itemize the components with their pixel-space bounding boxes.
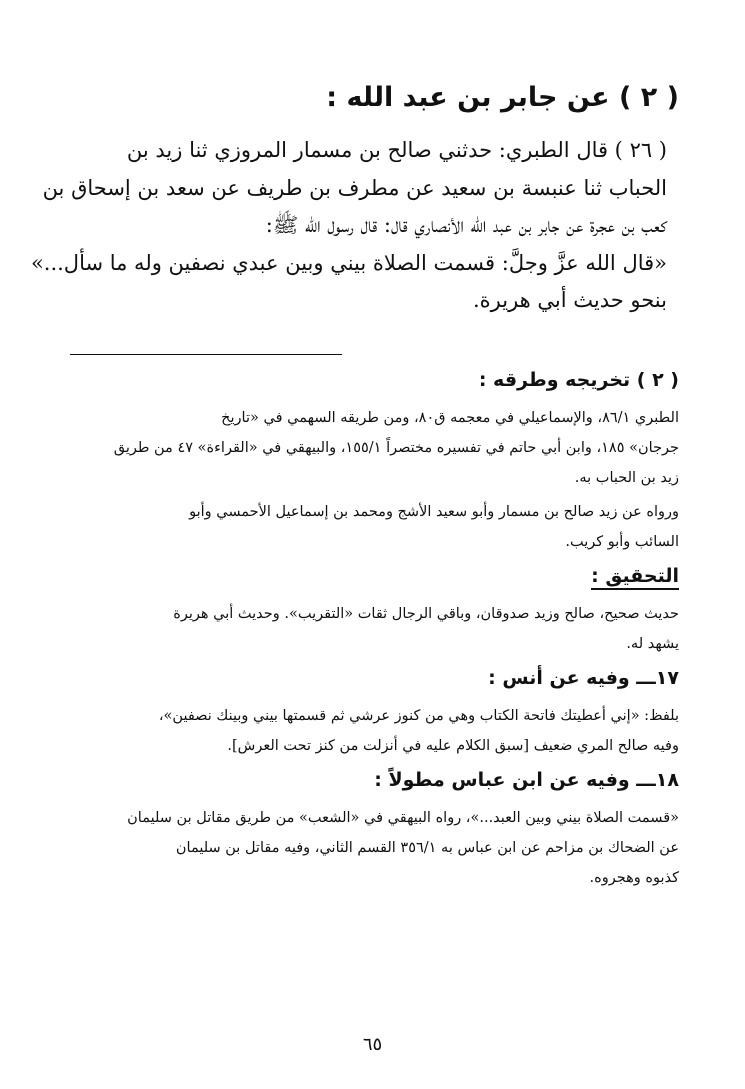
hadith-line-2: الحباب ثنا عنبسة بن سعيد عن مطرف بن طريف عن سعد بن إسحاق بن <box>42 175 667 200</box>
takhrij-line-3: زيد بن الحباب به. <box>574 469 679 486</box>
item-18-line-1: «قسمت الصلاة بيني وبين العبد...»، رواه البيهقي في «الشعب» من طريق مقاتل بن سليمان <box>127 809 679 826</box>
section-heading-jabir: ( ٢ ) عن جابر بن عبد الله : <box>326 82 679 113</box>
takhrij-heading: ( ٢ ) تخريجه وطرقه : <box>478 368 679 391</box>
item-18-paragraph <box>70 803 679 893</box>
item-17-paragraph <box>70 701 679 761</box>
takhrij-paragraph-1 <box>70 403 679 493</box>
page-content <box>30 70 679 1049</box>
item-17-heading: ١٧ـــ وفيه عن أنس : <box>488 666 679 689</box>
item-17-line-2: وفيه صالح المري ضعيف [سبق الكلام عليه في أنزلت من كنز تحت العرش]. <box>227 737 679 754</box>
tahqiq-heading <box>70 561 679 591</box>
tahqiq-heading-text: التحقيق : <box>591 565 679 590</box>
takhrij-line-2: جرجان» ١٨٥، وابن أبي حاتم في تفسيره مختصراً ١٥٥/١، والبيهقي في «القراءة» ٤٧ من طريق <box>113 439 679 456</box>
hadith-line-3: كعب بن عجرة عن جابر بن عبد الله الأنصاري قال: قال رسول الله ﷺ: <box>265 213 667 237</box>
item-18-line-3: كذبوه وهجروه. <box>589 869 679 886</box>
item-18-line-2: عن الضحاك بن مزاحم عن ابن عباس به ٣٥٦/١ القسم الثاني، وفيه مقاتل بن سليمان <box>175 839 679 856</box>
takhrij-line-4: ورواه عن زيد صالح بن مسمار وأبو سعيد الأشج ومحمد بن إسماعيل الأحمسي وأبو <box>189 503 679 520</box>
tahqiq-line-1: حديث صحيح، صالح وزيد صدوقان، وباقي الرجال ثقات «التقريب». وحديث أبي هريرة <box>173 605 679 622</box>
takhrij-paragraph-2 <box>70 497 679 557</box>
takhrij-line-5: السائب وأبو كريب. <box>565 533 679 550</box>
takhrij-line-1: الطبري ٨٦/١، والإسماعيلي في معجمه ق٨٠، ومن طريقه السهمي في «تاريخ <box>221 409 679 426</box>
page-number: ٦٥ <box>362 1034 383 1055</box>
hadith-line-5: بنحو حديث أبي هريرة. <box>472 288 667 312</box>
item-17-line-1: بلفظ: «إني أعطيتك فاتحة الكتاب وهي من كنوز عرشي ثم قسمتها بيني وبينك نصفين»، <box>158 707 679 724</box>
footnote-divider <box>70 354 342 355</box>
tahqiq-paragraph <box>70 599 679 659</box>
tahqiq-line-2: يشهد له. <box>626 635 679 652</box>
hadith-line-4: «قال الله عزَّ وجلَّ: قسمت الصلاة بيني وبين عبدي نصفين وله ما سأل...» <box>30 250 667 275</box>
hadith-paragraph <box>30 132 679 320</box>
hadith-line-1: ( ٢٦ ) قال الطبري: حدثني صالح بن مسمار المروزي ثنا زيد بن <box>126 138 667 162</box>
item-18-heading: ١٨ـــ وفيه عن ابن عباس مطولاً : <box>374 768 679 791</box>
